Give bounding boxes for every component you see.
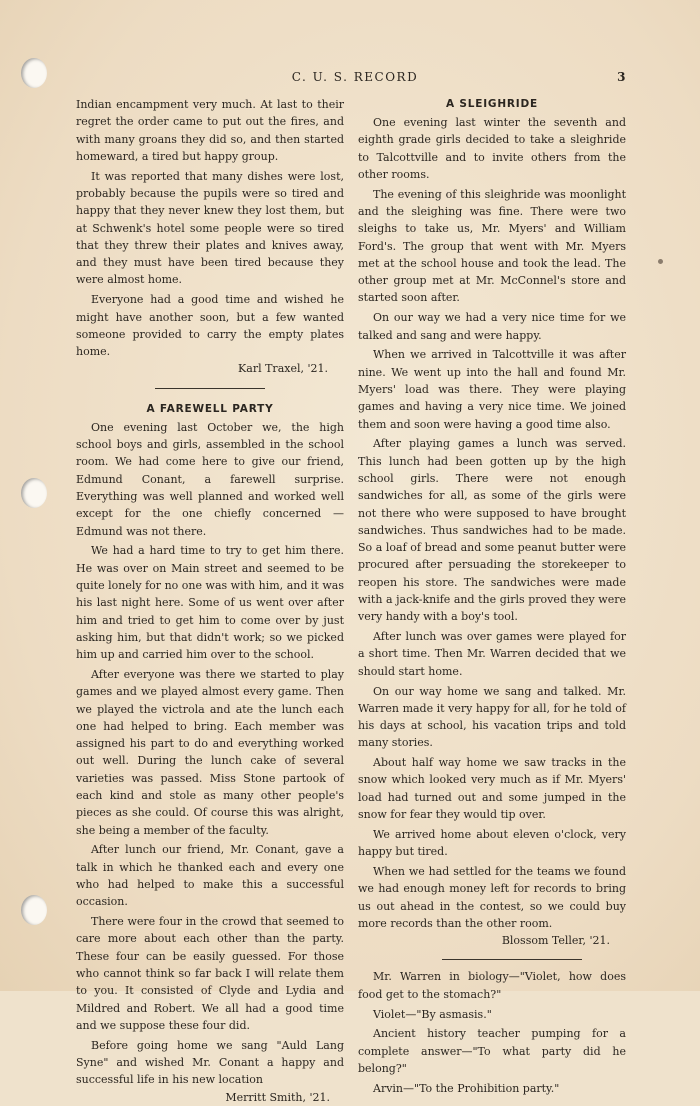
paragraph: One evening last October we, the high school boys and girls, assembled in the school room. We had come here to give our friend, Edmund Conant, a farewell surprise. Everything was well planned and worked well except for the one chiefly concerned — Edmund was not there. bbox=[76, 420, 344, 538]
paragraph: We arrived home about eleven o'clock, very happy but tired. bbox=[358, 827, 626, 859]
paragraph: The evening of this sleighride was moonlight and the sleighing was fine. There were two sleighs to take us, Mr. Myers' and William Ford's. The group that went with Mr. Myers met at the school house and took the lead. The other group met at Mr. McConnel's store and started soon after. bbox=[358, 187, 626, 305]
joke-line: Ancient history teacher pumping for a complete answer—"To what party did he belong?" bbox=[358, 1027, 626, 1075]
divider bbox=[155, 388, 265, 389]
right-column bbox=[358, 96, 626, 1100]
paragraph: After lunch our friend, Mr. Conant, gave a talk in which he thanked each and every one who had helped to make this a successful occasion. bbox=[76, 843, 344, 909]
paragraph: It was reported that many dishes were lost, probably because the pupils were so tired and happy that they never knew they lost them, but at Schwenk's hotel some people were so tired that they threw their plates and knives away, and they must have been tired because they were almost home. bbox=[76, 169, 344, 287]
publication-title: C. U. S. RECORD bbox=[291, 70, 419, 84]
paragraph: Indian encampment very much. At last to their regret the order came to put out the fires, and with many groans they did so, and then started homeward, a tired but happy group. bbox=[76, 98, 344, 163]
paragraph: Everyone had a good time and wished he might have another soon, but a few wanted someone provided to carry the empty plates home. bbox=[76, 293, 344, 359]
paragraph-text: Before going home we sang "Auld Lang Syne" and wished Mr. Conant a happy and successful life in his new location bbox=[76, 1038, 344, 1087]
author-signature: Merritt Smith, '21. bbox=[225, 1090, 330, 1104]
punch-hole bbox=[21, 895, 47, 925]
paragraph: There were four in the crowd that seemed to care more about each other than the party. These four can be easily guessed. For those who cannot think so far back I will relate them to you. It consisted of Clyde and Lydia and Mildred and Robert. We all had a good time and we suppose these four did. bbox=[76, 915, 344, 1032]
paragraph: On our way home we sang and talked. Mr. Warren made it very happy for all, for he told of his days at school, his vacation trips and told many stories. bbox=[358, 684, 626, 750]
article-heading: A SLEIGHRIDE bbox=[445, 98, 538, 110]
divider bbox=[442, 959, 582, 960]
joke-line: Violet—"By asmasis." bbox=[373, 1007, 492, 1021]
paragraph: After lunch was over games were played for a short time. Then Mr. Warren decided that we should start home. bbox=[358, 630, 626, 678]
paragraph: When we had settled for the teams we found we had enough money left for records to bring us out ahead in the contest, so we could buy more records than the other room. bbox=[358, 864, 626, 930]
paragraph: On our way we had a very nice time for we talked and sang and were happy. bbox=[358, 311, 626, 342]
paragraph: After everyone was there we started to play games and we played almost every game. Then we played the victrola and ate the lunch each one had helped to bring. Each member was assigned his part to do and everything worked out well. During the lunch cake of several varieties was passed. Miss Stone partook of each kind and stole as many other people's pieces as she could. Of course this was alright, she being a member of the faculty. bbox=[76, 667, 344, 837]
joke-line: Mr. Warren in biology—"Violet, how does food get to the stomach?" bbox=[358, 970, 626, 1001]
article-heading: A FAREWELL PARTY bbox=[146, 402, 274, 415]
author-signature: Karl Traxel, '21. bbox=[238, 362, 328, 376]
paragraph bbox=[76, 1037, 344, 1104]
punch-hole bbox=[21, 478, 47, 508]
page-number: 3 bbox=[617, 70, 627, 84]
paragraph: One evening last winter the seventh and eighth grade girls decided to take a sleighride to Talcottville and to invite others from the other rooms. bbox=[358, 116, 626, 181]
paper-speck bbox=[658, 259, 663, 264]
paragraph: About half way home we saw tracks in the snow which looked very much as if Mr. Myers' load had turned out and some jumped in the snow for fear they would tip over. bbox=[358, 756, 626, 822]
left-column bbox=[76, 96, 344, 1106]
paragraph: After playing games a lunch was served. This lunch had been gotten up by the high school girls. There were not enough sandwiches for all, as some of the girls were not there who were supposed to have brought sandwiches. Thus sandwiches had to be made. So a loaf of bread and some peanut butter were procured after persuading the storekeeper to reopen his store. The sandwiches were made with a jack-knife and the girls proved they were very handy with a boy's tool. bbox=[358, 437, 626, 624]
paragraph: We had a hard time to try to get him there. He was over on Main street and seemed to be quite lonely for no one was with him, and it was his last night here. Some of us went over after him and tried to get him to come over by just asking him, but that didn't work; so we picked him up and carried him over to the school. bbox=[76, 544, 344, 662]
joke-line: Arvin—"To the Prohibition party." bbox=[373, 1081, 560, 1095]
page-header bbox=[75, 70, 635, 90]
author-signature: Blossom Teller, '21. bbox=[501, 934, 610, 948]
paragraph: When we arrived in Talcottville it was after nine. We went up into the hall and found Mr. Myers' load was there. They were playing games and having a very nice time. We joined them and soon were having a good time also. bbox=[358, 348, 626, 431]
punch-hole bbox=[21, 58, 47, 88]
